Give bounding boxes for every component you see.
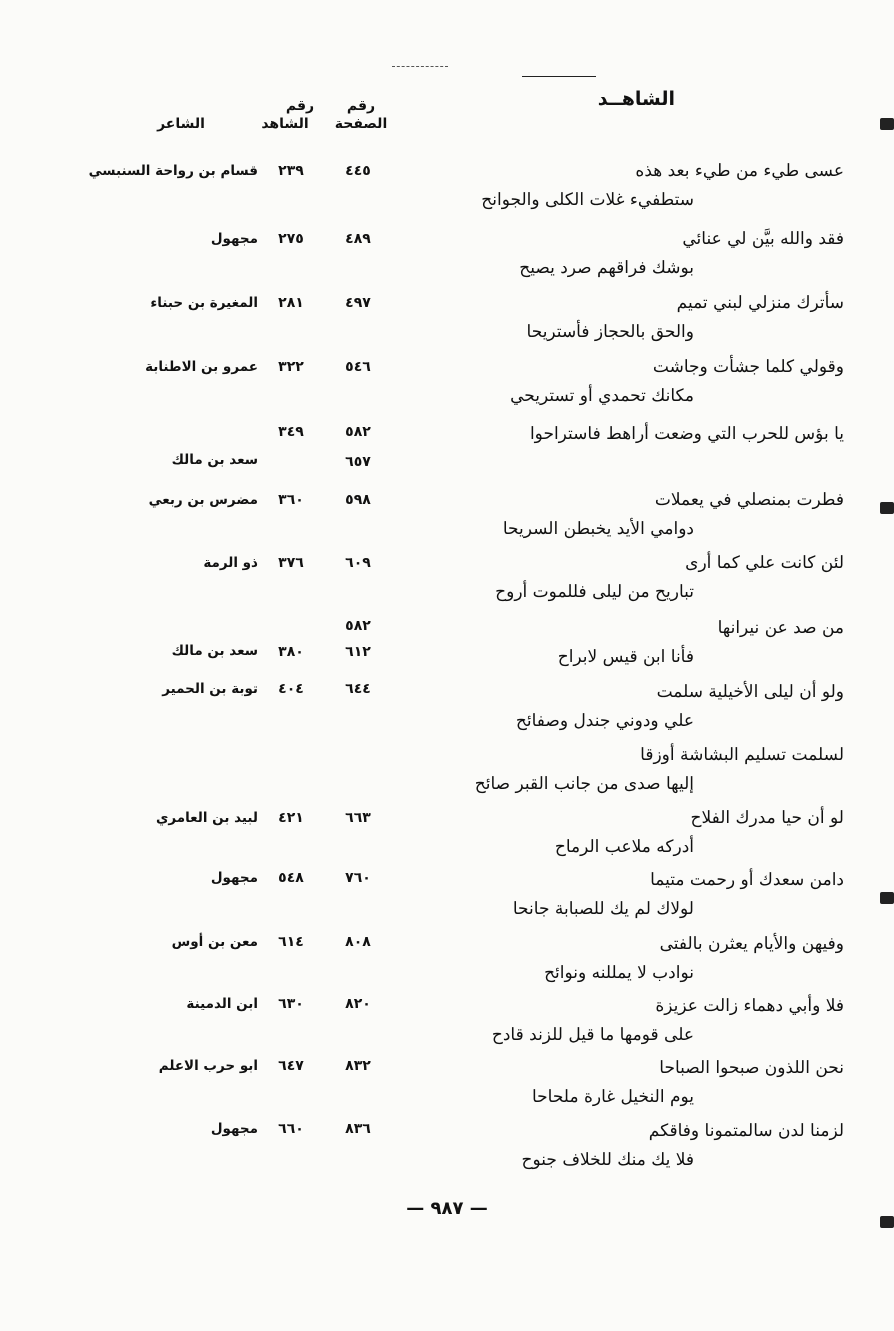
page-footer-number: — ٩٨٧ —: [406, 1198, 488, 1219]
column-header-shahid-line1: رقم: [285, 98, 315, 114]
page-number: ٥٤٦: [345, 359, 371, 375]
verse: [404, 992, 844, 1050]
verse-first-hemistich: لزمنا لدن سالمتمونا وفاقكم: [648, 1121, 844, 1141]
shahid-number: ٣٤٩: [278, 424, 304, 440]
shahid-number: ٢٧٥: [278, 231, 304, 247]
poet-name: مجهول: [210, 870, 258, 886]
verse-first-hemistich: عسى طيء من طيء بعد هذه: [635, 161, 844, 181]
poet-name: سعد بن مالك: [171, 643, 258, 659]
poet-name: المغيرة بن حبناء: [150, 295, 258, 311]
verse-second-hemistich: تباريح من ليلى فللموت أروح: [495, 582, 694, 602]
verse-second-hemistich: فأنا ابن قيس لابراح: [557, 647, 694, 667]
shahid-number: ٣٧٦: [278, 555, 304, 571]
column-header-shahid-line2: الشاهد: [261, 116, 309, 132]
verse-first-hemistich: سأترك منزلي لبني تميم: [676, 293, 844, 313]
page-number-secondary: ٦٥٧: [345, 454, 371, 470]
verse-second-hemistich: فلا يك منك للخلاف جنوح: [521, 1150, 694, 1170]
poet-name: عمرو بن الاطنابة: [145, 359, 258, 375]
shahid-number: ٢٨١: [278, 295, 304, 311]
verse-second-hemistich: والحق بالحجاز فأستريحا: [526, 322, 694, 342]
poet-name: ابو حرب الاعلم: [158, 1058, 258, 1074]
margin-mark: [880, 502, 894, 514]
verse-second-hemistich: نوادب لا يمللنه ونوائح: [544, 963, 694, 983]
column-header-page-line2: الصفحة: [334, 116, 388, 132]
page-number: ٦٤٤: [345, 681, 371, 697]
shahid-number: ٢٣٩: [278, 163, 304, 179]
page-number: ٦٦٣: [345, 810, 371, 826]
verse-second-hemistich: دوامي الأيد يخبطن السريحا: [502, 519, 694, 539]
page-number: ٥٨٢: [345, 424, 371, 440]
page-number: ٨٣٦: [345, 1121, 371, 1137]
verse-second-hemistich: مكانك تحمدي أو تستريحي: [510, 386, 694, 406]
verse-first-hemistich: لسلمت تسليم البشاشة أوزقا: [640, 745, 844, 765]
verse-second-hemistich: يوم النخيل غارة ملحاحا: [531, 1087, 694, 1107]
verse: [404, 866, 844, 924]
verse-line: يا بؤس للحرب التي وضعت أراهط فاستراحوا: [529, 424, 844, 444]
shahid-number: ٣٨٠: [278, 644, 304, 660]
page-number: ٨٣٢: [345, 1058, 371, 1074]
verse: [404, 420, 844, 449]
page-number: ٤٩٧: [345, 295, 371, 311]
verse: [404, 225, 844, 283]
shahid-number: ٦١٤: [278, 934, 304, 950]
verse: [404, 486, 844, 544]
shahid-number: ٦٣٠: [278, 996, 304, 1012]
poet-name: مضرس بن ربعي: [148, 492, 258, 508]
verse-first-hemistich: وفيهن والأيام يعثرن بالفتى: [659, 934, 844, 954]
verse-first-hemistich: ولو أن ليلى الأخيلية سلمت: [656, 682, 844, 702]
page-number: ٦٠٩: [345, 555, 371, 571]
verse: [404, 1054, 844, 1112]
verse-first-hemistich: لئن كانت علي كما أرى: [685, 553, 844, 573]
verse-second-hemistich: لولاك لم يك للصبابة جانحا: [512, 899, 694, 919]
page-number-secondary: ٦١٢: [345, 644, 371, 660]
verse-second-hemistich: على قومها ما قيل للزند قادح: [491, 1025, 694, 1045]
verse-second-hemistich: إليها صدى من جانب القبر صائح: [474, 774, 694, 794]
column-header-page-line1: رقم: [346, 98, 376, 114]
verse: [404, 678, 844, 736]
page-number: ٥٨٢: [345, 618, 371, 634]
verse-second-hemistich: علي ودوني جندل وصفائح: [515, 711, 694, 731]
shahid-number: ٣٢٢: [278, 359, 304, 375]
verse: [404, 353, 844, 411]
verse: [404, 289, 844, 347]
verse: [404, 549, 844, 607]
page-number: ٨٢٠: [345, 996, 371, 1012]
margin-mark: [880, 892, 894, 904]
poet-name: لبيد بن العامري: [155, 810, 258, 826]
verse: [404, 614, 844, 672]
verse: [404, 741, 844, 799]
verse-first-hemistich: وقولي كلما جشأت وجاشت: [652, 357, 844, 377]
margin-mark: [880, 118, 894, 130]
poet-name: سعد بن مالك: [171, 452, 258, 468]
column-header-shahid-number: [250, 97, 320, 133]
column-title-shahid: الشاهــد: [597, 88, 675, 110]
column-header-poet: الشاعر: [157, 116, 205, 132]
top-rule-left: [392, 66, 448, 67]
verse-first-hemistich: لو أن حيا مدرك الفلاح: [690, 808, 844, 828]
poet-name: توبة بن الحمير: [162, 681, 258, 697]
verse: [404, 157, 844, 215]
verse-first-hemistich: فطرت بمنصلي في يعملات: [654, 490, 844, 510]
verse: [404, 804, 844, 862]
shahid-number: ٤٢١: [278, 810, 304, 826]
page-number: ٥٩٨: [345, 492, 371, 508]
poet-name: ابن الدمينة: [186, 996, 258, 1012]
shahid-number: ٤٠٤: [278, 681, 304, 697]
page-number: ٨٠٨: [345, 934, 371, 950]
verse-first-hemistich: دامن سعدك أو رحمت متيما: [650, 870, 844, 890]
verse-second-hemistich: ستطفيء غلات الكلى والجوانح: [481, 190, 694, 210]
verse-second-hemistich: بوشك فراقهم صرد يصيح: [519, 258, 694, 278]
verse-first-hemistich: نحن اللذون صبحوا الصباحا: [659, 1058, 844, 1078]
poet-name: مجهول: [210, 1121, 258, 1137]
page-number: ٤٨٩: [345, 231, 371, 247]
page-number: ٧٦٠: [345, 870, 371, 886]
page-number: ٤٤٥: [345, 163, 371, 179]
shahid-number: ٣٦٠: [278, 492, 304, 508]
poet-name: قسام بن رواحة السنبسي: [88, 163, 258, 179]
shahid-number: ٥٤٨: [278, 870, 304, 886]
verse: [404, 1117, 844, 1175]
shahid-number: ٦٤٧: [278, 1058, 304, 1074]
verse: [404, 930, 844, 988]
shahid-number: ٦٦٠: [278, 1121, 304, 1137]
verse-first-hemistich: فلا وأبي دهماء زالت عزيزة: [655, 996, 844, 1016]
verse-second-hemistich: أدركه ملاعب الرماح: [554, 837, 694, 857]
poet-name: مجهول: [210, 231, 258, 247]
top-rule-right: [522, 76, 596, 77]
verse-first-hemistich: فقد والله بيَّن لي عنائي: [682, 229, 844, 249]
verse-first-hemistich: من صد عن نيرانها: [717, 618, 844, 638]
poet-name: ذو الرمة: [203, 555, 258, 571]
column-header-page: [328, 97, 394, 133]
poet-name: معن بن أوس: [171, 934, 258, 950]
